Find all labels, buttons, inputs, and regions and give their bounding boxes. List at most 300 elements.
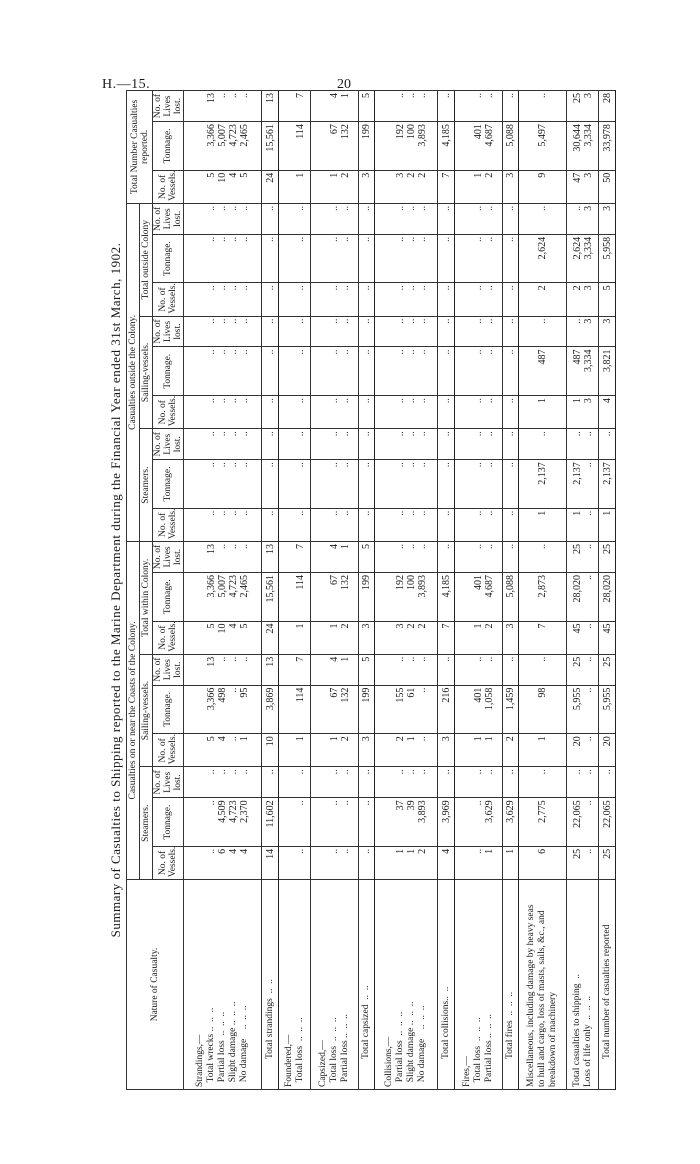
table-row bbox=[438, 91, 455, 1090]
table-cell: .. bbox=[358, 798, 375, 847]
steamers-header: Steamers. bbox=[140, 767, 153, 880]
table-cell: 20 .. bbox=[566, 734, 598, 767]
table-cell: .. bbox=[358, 316, 375, 347]
table-cell: 5,955 .. bbox=[566, 685, 598, 734]
table-cell: 1 2 bbox=[311, 621, 359, 654]
table-cell: 5 bbox=[358, 654, 375, 685]
table-cell: 3,969 bbox=[438, 798, 455, 847]
table-cell: .. 3 bbox=[566, 203, 598, 234]
table-cell: 7 bbox=[438, 170, 455, 203]
table-cell: 30,644 3,334 bbox=[566, 122, 598, 171]
table-cell: 15,561 bbox=[262, 572, 279, 621]
table-cell: .. .. .. bbox=[375, 234, 438, 283]
table-cell: .. .. bbox=[455, 91, 503, 122]
table-cell: .. bbox=[438, 429, 455, 460]
table-cell: 2,873 bbox=[519, 572, 567, 621]
table-cell: 45 bbox=[599, 621, 616, 654]
row-label: Foundered,— Total loss .. .. .. bbox=[279, 880, 311, 1090]
table-cell: .. bbox=[279, 396, 311, 429]
table-cell: .. .. .. bbox=[375, 767, 438, 798]
total-within-header: Total within Colony. bbox=[140, 541, 153, 654]
table-cell: 2,624 bbox=[519, 234, 567, 283]
table-cell: .. bbox=[358, 508, 375, 541]
table-cell: .. 3,629 bbox=[455, 798, 503, 847]
table-cell: .. .. bbox=[311, 508, 359, 541]
table-cell: .. bbox=[262, 460, 279, 509]
table-cell: .. .. .. .. bbox=[184, 316, 262, 347]
table-cell: 3,366 498 .. 95 bbox=[184, 685, 262, 734]
table-cell: 7 bbox=[438, 621, 455, 654]
table-cell: 3 bbox=[358, 621, 375, 654]
table-cell: .. bbox=[279, 767, 311, 798]
table-row bbox=[519, 91, 567, 1090]
table-cell: 25 .. bbox=[566, 846, 598, 879]
table-cell: 2,775 bbox=[519, 798, 567, 847]
table-cell: .. .. bbox=[311, 203, 359, 234]
table-cell: 3,366 5,007 4,723 2,465 bbox=[184, 122, 262, 171]
col-header-tonnage: Tonnage. bbox=[153, 460, 184, 509]
table-cell: 3 bbox=[358, 734, 375, 767]
table-cell: .. .. .. bbox=[375, 460, 438, 509]
table-row bbox=[566, 91, 598, 1090]
table-cell: 3 bbox=[502, 170, 519, 203]
col-header-lives: No. of Lives lost. bbox=[153, 91, 184, 122]
table-cell: .. bbox=[519, 429, 567, 460]
table-cell: .. .. .. bbox=[375, 541, 438, 572]
table-cell: 1 2 bbox=[455, 621, 503, 654]
table-cell: 1 bbox=[519, 508, 567, 541]
table-cell: .. bbox=[358, 460, 375, 509]
table-cell: 4,185 bbox=[438, 572, 455, 621]
table-cell: 1 3 bbox=[566, 396, 598, 429]
table-cell: 5,497 bbox=[519, 122, 567, 171]
table-row bbox=[184, 91, 262, 1090]
table-cell: 2,137 bbox=[519, 460, 567, 509]
table-cell: .. bbox=[502, 460, 519, 509]
table-cell: 4 bbox=[438, 846, 455, 879]
table-cell: .. .. bbox=[455, 203, 503, 234]
table-cell: .. bbox=[358, 429, 375, 460]
table-cell: 5 10 4 5 bbox=[184, 621, 262, 654]
table-cell: 24 bbox=[262, 170, 279, 203]
table-cell: 487 3,334 bbox=[566, 347, 598, 396]
table-cell: 24 bbox=[262, 621, 279, 654]
table-cell: 37 39 3,893 bbox=[375, 798, 438, 847]
col-header-lives: No. of Lives lost. bbox=[153, 429, 184, 460]
table-cell: .. bbox=[519, 654, 567, 685]
table-cell: .. bbox=[438, 541, 455, 572]
table-cell: 7 bbox=[279, 654, 311, 685]
table-cell: .. bbox=[262, 283, 279, 316]
table-cell: 4 1 bbox=[311, 541, 359, 572]
col-header-vessels: No. of Vessels. bbox=[153, 621, 184, 654]
col-header-vessels: No. of Vessels. bbox=[153, 396, 184, 429]
table-cell: 5 4 .. 1 bbox=[184, 734, 262, 767]
col-header-lives: No. of Lives lost. bbox=[153, 203, 184, 234]
col-header-tonnage: Tonnage. bbox=[153, 122, 184, 171]
table-cell: 50 bbox=[599, 170, 616, 203]
table-cell: .. bbox=[279, 283, 311, 316]
table-cell: .. .. bbox=[455, 316, 503, 347]
table-cell: 1 bbox=[519, 734, 567, 767]
table-cell: .. bbox=[502, 396, 519, 429]
table-cell: 1 bbox=[519, 396, 567, 429]
table-cell: .. bbox=[262, 347, 279, 396]
table-cell: 401 4,687 bbox=[455, 572, 503, 621]
table-cell: 22,065 bbox=[599, 798, 616, 847]
col-header-tonnage: Tonnage. bbox=[153, 798, 184, 847]
table-cell: 13 bbox=[262, 654, 279, 685]
table-cell: 13 bbox=[262, 541, 279, 572]
table-cell: 3,366 5,007 4,723 2,465 bbox=[184, 572, 262, 621]
table-cell: 3 2 2 bbox=[375, 621, 438, 654]
table-cell: .. 6 4 4 bbox=[184, 846, 262, 879]
table-cell: .. bbox=[279, 347, 311, 396]
table-cell: 1 .. bbox=[566, 508, 598, 541]
nature-header: Nature of Casualty. bbox=[127, 880, 184, 1090]
row-label: Total capsized .. .. bbox=[358, 880, 375, 1090]
table-cell: 4 bbox=[599, 396, 616, 429]
table-cell: 2 bbox=[519, 283, 567, 316]
table-cell: 3 2 2 bbox=[375, 170, 438, 203]
table-cell: 2 bbox=[502, 734, 519, 767]
table-cell: .. bbox=[438, 347, 455, 396]
table-cell: .. .. bbox=[566, 767, 598, 798]
row-label: Total number of casualties reported bbox=[599, 880, 616, 1090]
table-cell: 1 bbox=[279, 734, 311, 767]
table-cell: .. bbox=[519, 316, 567, 347]
table-cell: .. bbox=[279, 846, 311, 879]
table-cell: .. .. .. .. bbox=[184, 508, 262, 541]
table-cell: .. .. bbox=[455, 234, 503, 283]
table-cell: 4 1 bbox=[311, 91, 359, 122]
table-cell: .. .. .. bbox=[375, 203, 438, 234]
table-cell: .. bbox=[262, 429, 279, 460]
table-cell: 20 bbox=[599, 734, 616, 767]
table-title: Summary of Casualties to Shipping reported to the Marine Department during the Financial Year ended 31st March, 1902. bbox=[108, 242, 123, 938]
table-cell: .. bbox=[438, 396, 455, 429]
table-cell: .. bbox=[502, 283, 519, 316]
sailing-outside-header: Sailing-vessels. bbox=[140, 316, 153, 429]
table-cell: .. bbox=[438, 654, 455, 685]
table-cell: .. .. .. bbox=[375, 283, 438, 316]
row-label: Total fires .. .. .. bbox=[502, 880, 519, 1090]
page-number: 20 bbox=[337, 77, 351, 92]
table-cell: .. bbox=[438, 91, 455, 122]
table-cell: .. .. .. bbox=[375, 654, 438, 685]
table-cell: .. .. .. bbox=[375, 508, 438, 541]
table-cell: 1 2 bbox=[311, 734, 359, 767]
table-cell: .. .. .. bbox=[375, 396, 438, 429]
table-cell: .. bbox=[438, 508, 455, 541]
table-cell: .. .. bbox=[455, 396, 503, 429]
col-header-tonnage: Tonnage. bbox=[153, 685, 184, 734]
total-reported-group-header: Total Number Casualties reported. bbox=[127, 91, 153, 204]
row-label: Total strandings .. .. bbox=[262, 880, 279, 1090]
table-cell: .. bbox=[438, 234, 455, 283]
table-cell: 1 bbox=[279, 170, 311, 203]
outside-colony-group-header: Casualties outside the Colony. bbox=[127, 203, 140, 541]
table-cell: .. bbox=[502, 203, 519, 234]
table-cell: 67 132 bbox=[311, 572, 359, 621]
table-cell: .. bbox=[279, 234, 311, 283]
table-cell: 13 .. .. .. bbox=[184, 654, 262, 685]
table-cell: .. .. bbox=[455, 460, 503, 509]
col-header-lives: No. of Lives lost. bbox=[153, 767, 184, 798]
table-cell: .. .. .. .. bbox=[184, 396, 262, 429]
table-cell: 33,978 bbox=[599, 122, 616, 171]
table-cell: 2 1 .. bbox=[375, 734, 438, 767]
table-cell: .. bbox=[358, 347, 375, 396]
table-cell: .. bbox=[519, 203, 567, 234]
table-cell: .. bbox=[262, 508, 279, 541]
row-label: Capsized,— Total loss .. .. .. Partial loss .. .. .. bbox=[311, 880, 359, 1090]
table-cell: 216 bbox=[438, 685, 455, 734]
table-cell: .. bbox=[358, 396, 375, 429]
table-cell: .. bbox=[502, 654, 519, 685]
col-header-tonnage: Tonnage. bbox=[153, 572, 184, 621]
table-cell: 114 bbox=[279, 685, 311, 734]
table-cell: .. bbox=[599, 767, 616, 798]
table-cell: .. bbox=[502, 508, 519, 541]
row-label: Miscellaneous, including damage by heavy seas to hull and cargo, loss of masts, sails, &c., and breakdown of machinery bbox=[519, 880, 567, 1090]
within-colony-group-header: Casualties on or near the Coasts of the Colony. bbox=[127, 541, 140, 879]
table-cell: 47 3 bbox=[566, 170, 598, 203]
table-cell: .. .. bbox=[455, 429, 503, 460]
table-cell: 3 bbox=[438, 734, 455, 767]
table-cell: .. bbox=[262, 767, 279, 798]
table-cell: 11,602 bbox=[262, 798, 279, 847]
table-row bbox=[375, 91, 438, 1090]
table-cell: 7 bbox=[279, 91, 311, 122]
table-cell: 25 .. bbox=[566, 654, 598, 685]
table-cell: .. bbox=[502, 234, 519, 283]
table-cell: 5,088 bbox=[502, 572, 519, 621]
table-cell: .. .. bbox=[311, 460, 359, 509]
table-cell: .. bbox=[279, 203, 311, 234]
table-cell: 199 bbox=[358, 685, 375, 734]
table-cell: 5,958 bbox=[599, 234, 616, 283]
table-cell: .. .. .. bbox=[375, 347, 438, 396]
table-cell: 5 bbox=[358, 91, 375, 122]
table-row bbox=[502, 91, 519, 1090]
table-cell: .. bbox=[262, 234, 279, 283]
table-cell: .. bbox=[262, 203, 279, 234]
table-cell: .. bbox=[438, 203, 455, 234]
table-cell: 7 bbox=[519, 621, 567, 654]
table-cell: 401 1,058 bbox=[455, 685, 503, 734]
col-header-vessels: No. of Vessels. bbox=[153, 734, 184, 767]
table-cell: .. .. .. .. bbox=[184, 283, 262, 316]
table-cell: 98 bbox=[519, 685, 567, 734]
table-cell: .. 4,509 4,723 2,370 bbox=[184, 798, 262, 847]
col-header-vessels: No. of Vessels. bbox=[153, 846, 184, 879]
table-cell: .. .. bbox=[311, 396, 359, 429]
table-cell: .. .. bbox=[455, 347, 503, 396]
table-cell: 199 bbox=[358, 122, 375, 171]
table-cell: 67 132 bbox=[311, 685, 359, 734]
table-cell: 3 bbox=[358, 170, 375, 203]
table-cell: 1,459 bbox=[502, 685, 519, 734]
steamers-outside-header: Steamers. bbox=[140, 429, 153, 542]
row-label: Strandings,— Total wrecks .. .. .. Partial loss .. .. .. Slight damage .. .. .. No damage .. .. .. bbox=[184, 880, 262, 1090]
table-cell: 155 61 .. bbox=[375, 685, 438, 734]
table-cell: 5 10 4 5 bbox=[184, 170, 262, 203]
table-cell: 3,821 bbox=[599, 347, 616, 396]
row-label: Total casualties to shipping .. Loss of life only .. .. .. bbox=[566, 880, 598, 1090]
table-cell: .. .. bbox=[311, 283, 359, 316]
page-header-code: H.—15. bbox=[102, 77, 151, 92]
table-cell: .. bbox=[358, 846, 375, 879]
table-cell: .. bbox=[438, 460, 455, 509]
table-cell: 3 bbox=[502, 621, 519, 654]
table-cell: .. .. bbox=[311, 846, 359, 879]
table-cell: 4,185 bbox=[438, 122, 455, 171]
table-cell: 114 bbox=[279, 572, 311, 621]
table-cell: .. bbox=[502, 429, 519, 460]
table-cell: .. bbox=[279, 508, 311, 541]
table-cell: .. bbox=[279, 460, 311, 509]
table-cell: .. bbox=[519, 767, 567, 798]
col-header-lives: No. of Lives lost. bbox=[153, 654, 184, 685]
rotated-table-block bbox=[108, 93, 618, 1100]
table-cell: .. .. .. .. bbox=[184, 767, 262, 798]
table-cell: .. bbox=[519, 91, 567, 122]
table-row bbox=[262, 91, 279, 1090]
table-cell: 13 .. .. .. bbox=[184, 541, 262, 572]
table-cell: 5 bbox=[358, 541, 375, 572]
table-cell: .. bbox=[358, 767, 375, 798]
table-row bbox=[455, 91, 503, 1090]
table-cell: .. bbox=[262, 396, 279, 429]
table-cell: .. .. .. .. bbox=[184, 347, 262, 396]
col-header-vessels: No. of Vessels. bbox=[153, 283, 184, 316]
table-row bbox=[358, 91, 375, 1090]
table-row bbox=[311, 91, 359, 1090]
table-cell: 10 bbox=[262, 734, 279, 767]
table-row bbox=[279, 91, 311, 1090]
table-cell: 25 3 bbox=[566, 91, 598, 122]
table-cell: 1 1 2 bbox=[375, 846, 438, 879]
table-cell: .. bbox=[438, 283, 455, 316]
table-cell: .. .. .. .. bbox=[184, 429, 262, 460]
table-cell: .. .. bbox=[311, 798, 359, 847]
table-cell: .. bbox=[599, 429, 616, 460]
table-cell: .. bbox=[502, 91, 519, 122]
table-cell: .. .. bbox=[455, 508, 503, 541]
table-cell: 15,561 bbox=[262, 122, 279, 171]
table-cell: .. .. bbox=[455, 767, 503, 798]
table-row bbox=[599, 91, 616, 1090]
table-cell: .. bbox=[502, 541, 519, 572]
table-cell: 13 bbox=[262, 91, 279, 122]
table-cell: 1 2 bbox=[455, 170, 503, 203]
table-cell: 114 bbox=[279, 122, 311, 171]
table-cell: 2,137 bbox=[599, 460, 616, 509]
table-cell: 3,869 bbox=[262, 685, 279, 734]
table-cell: 3 bbox=[599, 203, 616, 234]
table-cell: 199 bbox=[358, 572, 375, 621]
table-cell: .. bbox=[519, 541, 567, 572]
table-cell: 28 bbox=[599, 91, 616, 122]
table-cell: 487 bbox=[519, 347, 567, 396]
table-cell: 1 bbox=[502, 846, 519, 879]
table-cell: .. .. bbox=[311, 347, 359, 396]
table-cell: 1 2 bbox=[311, 170, 359, 203]
col-header-lives: No. of Lives lost. bbox=[153, 541, 184, 572]
table-cell: .. bbox=[279, 316, 311, 347]
total-outside-header: Total outside Colony bbox=[140, 203, 153, 316]
table-cell: 5,955 bbox=[599, 685, 616, 734]
row-label: Collisions,— Partial loss .. .. .. Slight damage .. .. .. No damage .. .. .. bbox=[375, 880, 438, 1090]
table-cell: 2 3 bbox=[566, 283, 598, 316]
table-cell: .. .. .. .. bbox=[184, 234, 262, 283]
table-cell: .. bbox=[502, 767, 519, 798]
table-cell: .. .. bbox=[566, 429, 598, 460]
row-label: Total collisions.. .. bbox=[438, 880, 455, 1090]
table-cell: 13 .. .. .. bbox=[184, 91, 262, 122]
table-cell: .. bbox=[358, 234, 375, 283]
table-cell: 5,088 bbox=[502, 122, 519, 171]
sailing-header: Sailing-vessels. bbox=[140, 654, 153, 767]
table-cell: 7 bbox=[279, 541, 311, 572]
table-cell: .. .. .. bbox=[375, 316, 438, 347]
table-body bbox=[184, 91, 616, 1090]
table-cell: 25 bbox=[599, 541, 616, 572]
table-cell: .. .. .. bbox=[375, 429, 438, 460]
table-cell: .. .. bbox=[455, 654, 503, 685]
row-label: Fires,— Total loss .. .. .. Partial loss .. .. .. bbox=[455, 880, 503, 1090]
table-cell: .. .. bbox=[455, 541, 503, 572]
col-header-vessels: No. of Vessels. bbox=[153, 508, 184, 541]
table-cell: 14 bbox=[262, 846, 279, 879]
table-cell: .. bbox=[358, 283, 375, 316]
table-cell: 22,065 .. bbox=[566, 798, 598, 847]
col-header-tonnage: Tonnage. bbox=[153, 347, 184, 396]
table-cell: 67 132 bbox=[311, 122, 359, 171]
table-cell: 3,629 bbox=[502, 798, 519, 847]
table-cell: .. bbox=[438, 767, 455, 798]
table-cell: .. .. bbox=[311, 429, 359, 460]
table-cell: 25 bbox=[599, 846, 616, 879]
table-cell: 192 100 3,893 bbox=[375, 122, 438, 171]
col-header-vessels: No. of Vessels. bbox=[153, 170, 184, 203]
table-cell: 401 4,687 bbox=[455, 122, 503, 171]
table-cell: .. .. bbox=[455, 283, 503, 316]
table-cell: 28,020 bbox=[599, 572, 616, 621]
table-cell: .. bbox=[358, 203, 375, 234]
table-cell: .. bbox=[502, 347, 519, 396]
table-cell: .. .. .. .. bbox=[184, 203, 262, 234]
col-header-tonnage: Tonnage. bbox=[153, 234, 184, 283]
table-cell: .. bbox=[279, 798, 311, 847]
table-cell: 25 bbox=[599, 654, 616, 685]
table-cell: .. bbox=[279, 429, 311, 460]
table-cell: 1 bbox=[279, 621, 311, 654]
table-cell: 2,624 3,334 bbox=[566, 234, 598, 283]
table-cell: .. .. .. .. bbox=[184, 460, 262, 509]
table-cell: .. bbox=[438, 316, 455, 347]
table-cell: 1 1 bbox=[455, 734, 503, 767]
table-cell: .. 1 bbox=[455, 846, 503, 879]
table-cell: 25 .. bbox=[566, 541, 598, 572]
table-cell: 4 1 bbox=[311, 654, 359, 685]
table-cell: .. 3 bbox=[566, 316, 598, 347]
table-cell: 9 bbox=[519, 170, 567, 203]
table-cell: 5 bbox=[599, 283, 616, 316]
table-cell: 28,020 .. bbox=[566, 572, 598, 621]
table-cell: .. bbox=[502, 316, 519, 347]
